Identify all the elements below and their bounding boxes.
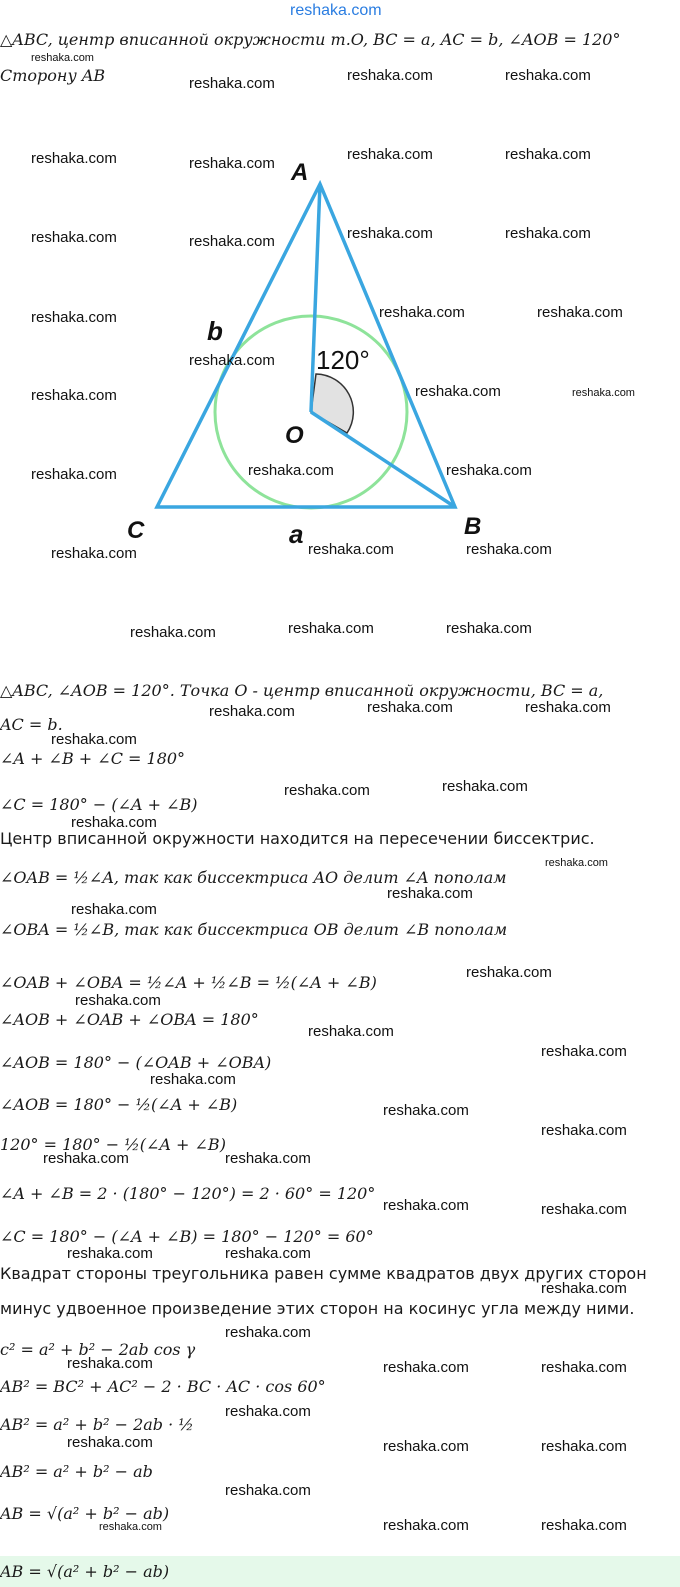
watermark: reshaka.com — [541, 1043, 627, 1060]
solution-line-14: ∠C = 180° − (∠A + ∠B) = 180° − 120° = 60° — [0, 1227, 374, 1246]
watermark: reshaka.com — [71, 814, 157, 831]
watermark: reshaka.com — [541, 1438, 627, 1455]
solution-line-21: AB = √(a² + b² − ab) — [0, 1504, 170, 1523]
watermark: reshaka.com — [31, 387, 117, 404]
problem-given: △ABC, центр вписанной окружности т.O, BC = a, AC = b, ∠AOB = 120° — [0, 30, 621, 49]
solution-line-1: △ABC, ∠AOB = 120°. Точка O - центр вписанной окружности, BC = a, — [0, 681, 604, 700]
watermark: reshaka.com — [189, 75, 275, 92]
watermark: reshaka.com — [442, 778, 528, 795]
solution-line-4: ∠C = 180° − (∠A + ∠B) — [0, 795, 198, 814]
watermark: reshaka.com — [225, 1482, 311, 1499]
watermark: reshaka.com — [248, 462, 334, 479]
solution-line-3: ∠A + ∠B + ∠C = 180° — [0, 749, 186, 768]
watermark: reshaka.com — [415, 383, 501, 400]
watermark: reshaka.com — [367, 699, 453, 716]
watermark: reshaka.com — [541, 1517, 627, 1534]
solution-line-2: AC = b. — [0, 715, 63, 734]
watermark: reshaka.com — [225, 1403, 311, 1420]
vertex-a-label: A — [291, 159, 309, 186]
solution-line-10: ∠AOB = 180° − (∠OAB + ∠OBA) — [0, 1053, 272, 1072]
watermark: reshaka.com — [505, 146, 591, 163]
solution-line-19: AB² = a² + b² − 2ab · ½ — [0, 1415, 194, 1434]
vertex-c-label: C — [127, 517, 145, 544]
solution-line-18: AB² = BC² + AC² − 2 · BC · AC · cos 60° — [0, 1377, 326, 1396]
watermark: reshaka.com — [150, 1071, 236, 1088]
watermark: reshaka.com — [308, 1023, 394, 1040]
watermark: reshaka.com — [67, 1434, 153, 1451]
watermark: reshaka.com — [308, 541, 394, 558]
watermark: reshaka.com — [446, 462, 532, 479]
watermark: reshaka.com — [446, 620, 532, 637]
solution-line-13: ∠A + ∠B = 2 · (180° − 120°) = 2 · 60° = 120° — [0, 1184, 376, 1203]
watermark: reshaka.com — [51, 545, 137, 562]
watermark: reshaka.com — [189, 352, 275, 369]
watermark: reshaka.com — [225, 1150, 311, 1167]
watermark: reshaka.com — [383, 1438, 469, 1455]
watermark: reshaka.com — [541, 1280, 627, 1297]
watermark: reshaka.com — [189, 155, 275, 172]
watermark: reshaka.com — [130, 624, 216, 641]
vertex-b-label: B — [464, 513, 482, 540]
watermark: reshaka.com — [387, 885, 473, 902]
solution-line-8: ∠OAB + ∠OBA = ½∠A + ½∠B = ½(∠A + ∠B) — [0, 973, 377, 992]
answer-text: AB = √(a² + b² − ab) — [0, 1562, 170, 1581]
watermark: reshaka.com — [99, 1521, 162, 1533]
answer-box — [0, 1556, 680, 1587]
watermark: reshaka.com — [466, 964, 552, 981]
watermark: reshaka.com — [43, 1150, 129, 1167]
watermark: reshaka.com — [31, 150, 117, 167]
solution-line-17: c² = a² + b² − 2ab cos γ — [0, 1340, 196, 1359]
watermark: reshaka.com — [541, 1359, 627, 1376]
watermark: reshaka.com — [288, 620, 374, 637]
watermark: reshaka.com — [541, 1122, 627, 1139]
watermark: reshaka.com — [67, 1245, 153, 1262]
solution-line-9: ∠AOB + ∠OAB + ∠OBA = 180° — [0, 1010, 259, 1029]
watermark: reshaka.com — [541, 1201, 627, 1218]
solution-line-5: Центр вписанной окружности находится на пересечении биссектрис. — [0, 829, 595, 848]
solution-line-12: 120° = 180° − ½(∠A + ∠B) — [0, 1135, 226, 1154]
solution-line-7: ∠OBA = ½∠B, так как биссектриса OB делит ∠B пополам — [0, 920, 508, 939]
watermark: reshaka.com — [31, 229, 117, 246]
watermark: reshaka.com — [67, 1355, 153, 1372]
watermark: reshaka.com — [383, 1517, 469, 1534]
watermark: reshaka.com — [505, 225, 591, 242]
triangle-figure — [0, 150, 680, 570]
watermark: reshaka.com — [189, 233, 275, 250]
watermark: reshaka.com — [284, 782, 370, 799]
watermark: reshaka.com — [347, 225, 433, 242]
solution-line-11: ∠AOB = 180° − ½(∠A + ∠B) — [0, 1095, 238, 1114]
angle-aob-label: 120° — [316, 345, 370, 375]
watermark: reshaka.com — [525, 699, 611, 716]
watermark: reshaka.com — [209, 703, 295, 720]
watermark: reshaka.com — [572, 387, 635, 399]
watermark: reshaka.com — [31, 52, 94, 64]
side-b-label: b — [207, 316, 223, 346]
watermark: reshaka.com — [505, 67, 591, 84]
solution-line-15: Квадрат стороны треугольника равен сумме квадратов двух других сторон — [0, 1264, 647, 1283]
watermark: reshaka.com — [75, 992, 161, 1009]
watermark: reshaka.com — [383, 1197, 469, 1214]
side-a-label: a — [289, 519, 304, 549]
watermark: reshaka.com — [545, 857, 608, 869]
solution-line-6: ∠OAB = ½∠A, так как биссектриса AO делит ∠A пополам — [0, 868, 507, 887]
watermark: reshaka.com — [31, 466, 117, 483]
watermark: reshaka.com — [466, 541, 552, 558]
site-header-link[interactable]: reshaka.com — [290, 2, 382, 19]
solution-line-16: минус удвоенное произведение этих сторон на косинус угла между ними. — [0, 1299, 635, 1318]
watermark: reshaka.com — [383, 1102, 469, 1119]
watermark: reshaka.com — [225, 1245, 311, 1262]
watermark: reshaka.com — [31, 309, 117, 326]
watermark: reshaka.com — [71, 901, 157, 918]
center-o-label: O — [285, 422, 304, 449]
solution-line-20: AB² = a² + b² − ab — [0, 1462, 153, 1481]
watermark: reshaka.com — [347, 67, 433, 84]
watermark: reshaka.com — [225, 1324, 311, 1341]
watermark: reshaka.com — [379, 304, 465, 321]
watermark: reshaka.com — [383, 1359, 469, 1376]
watermark: reshaka.com — [51, 731, 137, 748]
watermark: reshaka.com — [537, 304, 623, 321]
watermark: reshaka.com — [347, 146, 433, 163]
problem-find: Сторону AB — [0, 66, 106, 85]
